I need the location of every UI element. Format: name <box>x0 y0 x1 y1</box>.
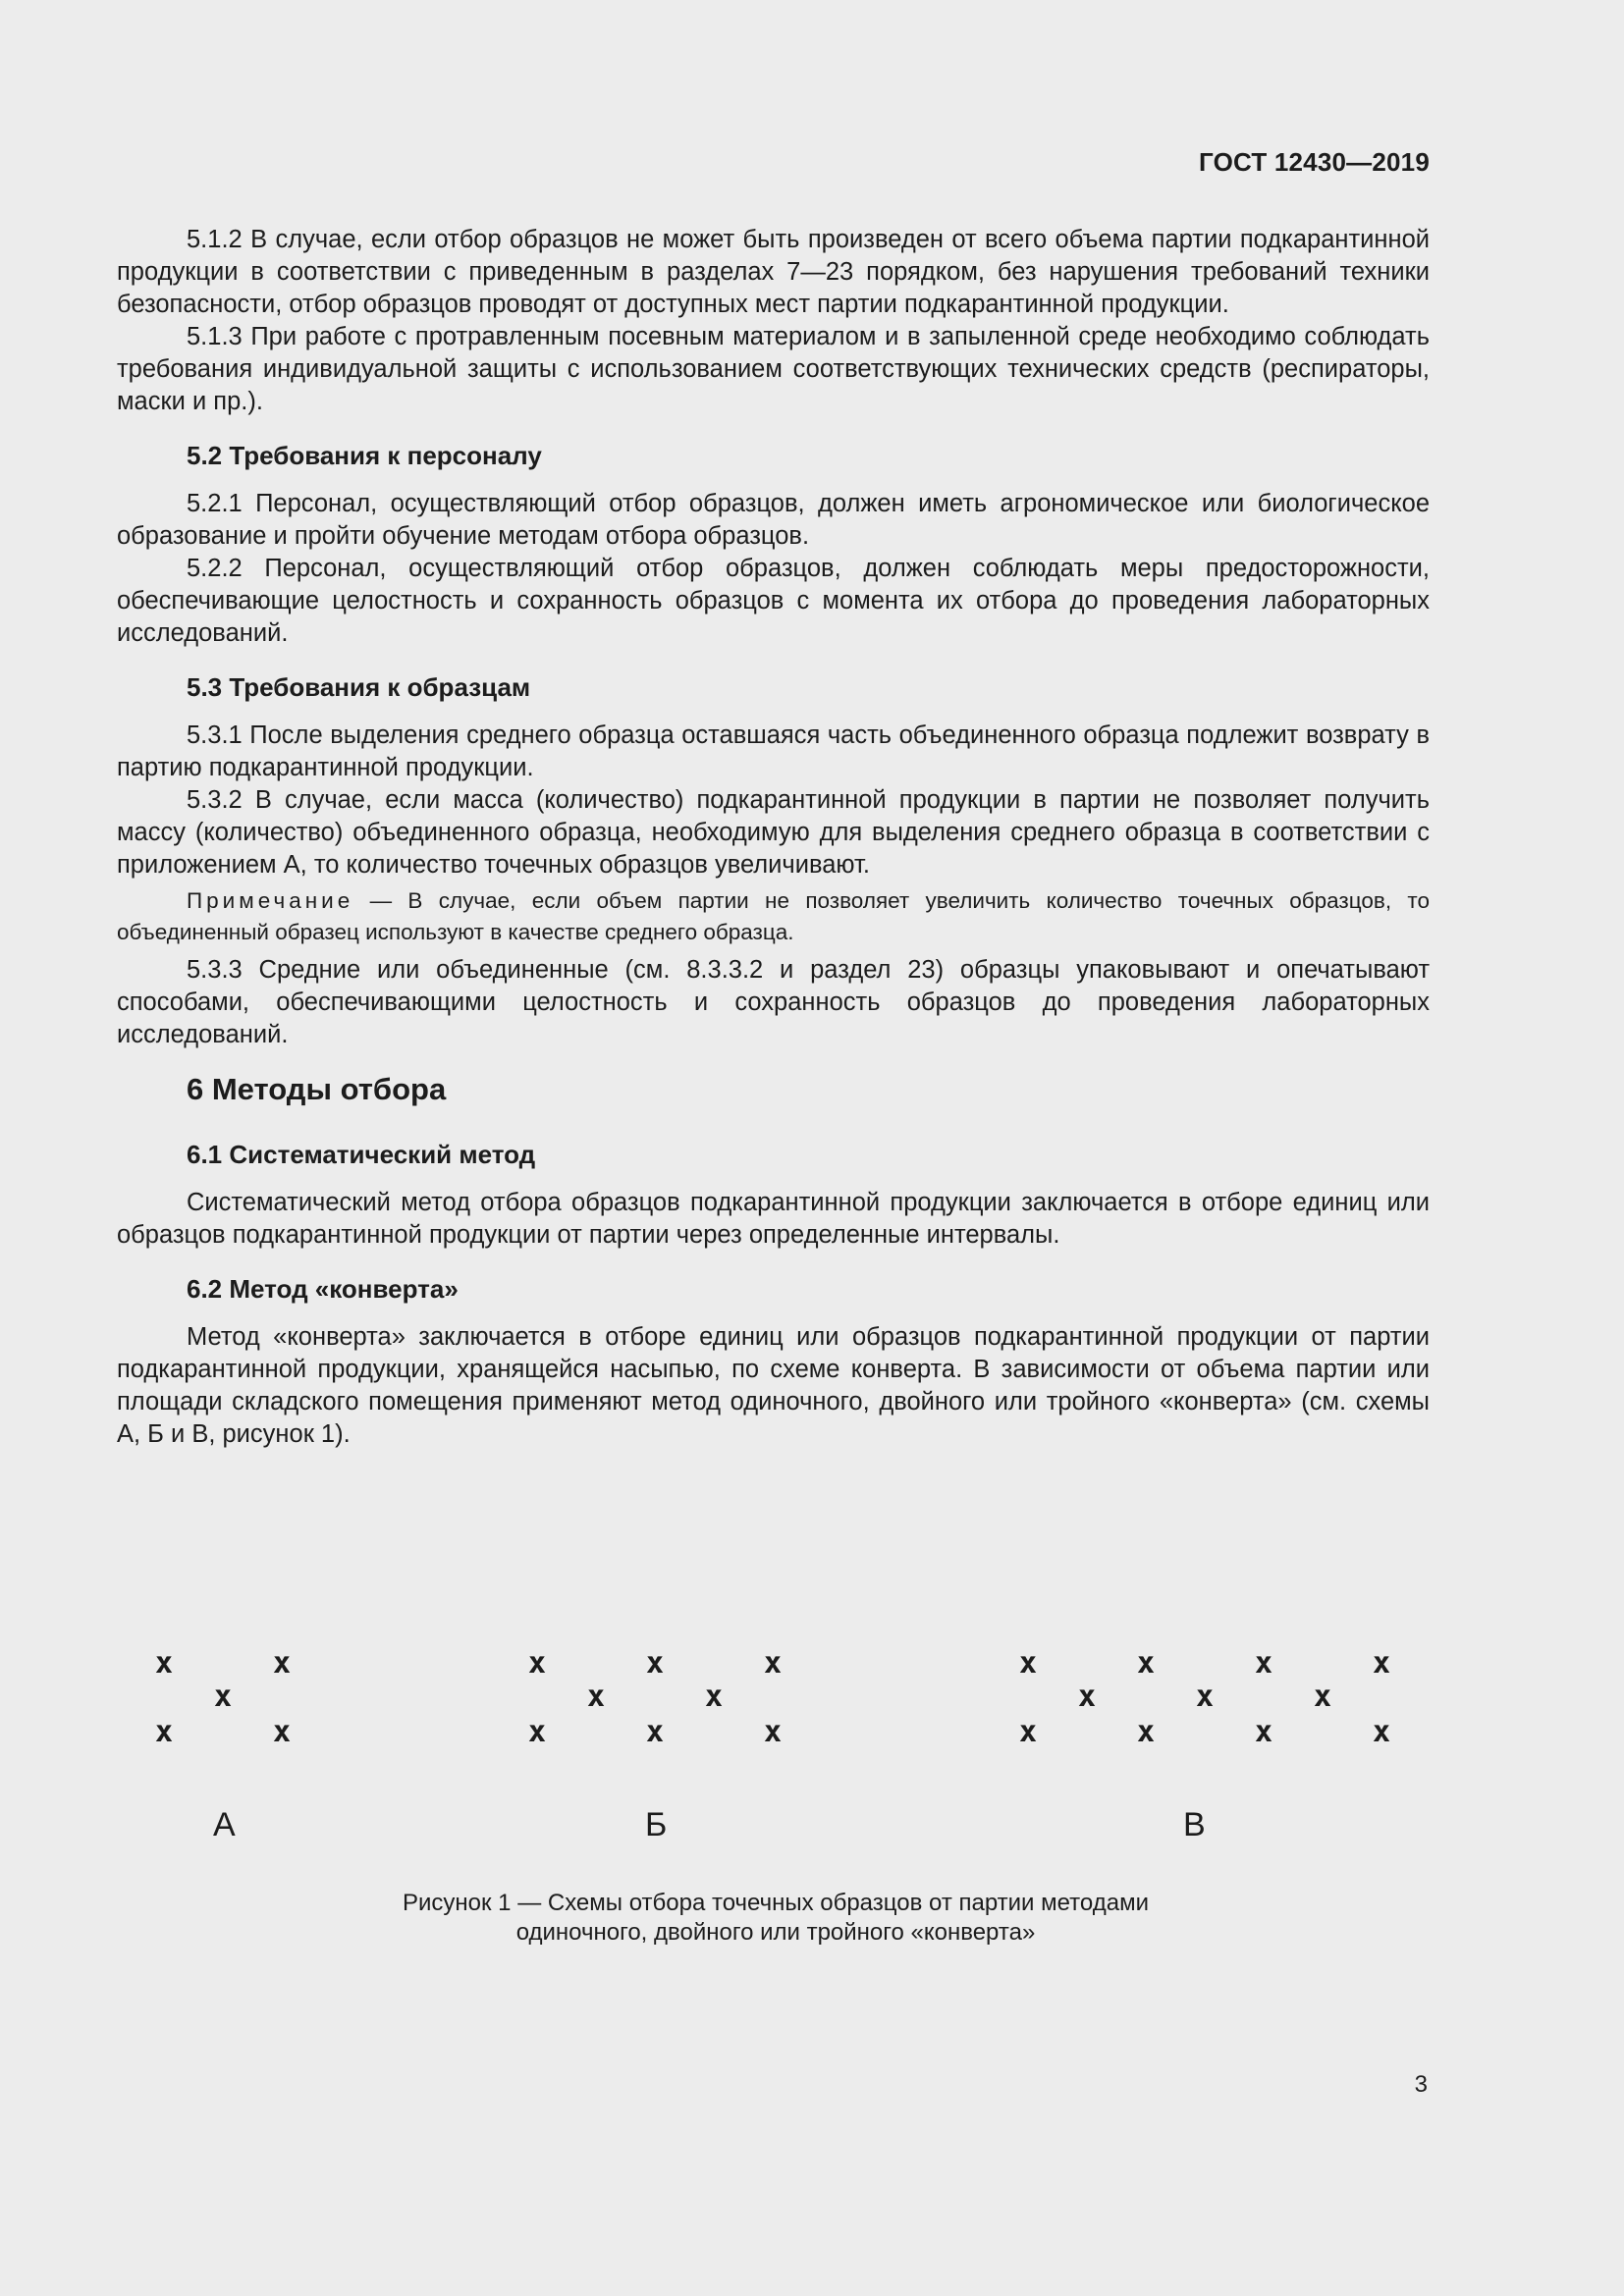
sample-point-mark: x <box>272 1646 292 1681</box>
heading-5-3: 5.3 Требования к образцам <box>187 672 531 702</box>
paragraph-5-3-3: 5.3.3 Средние или объединенные (см. 8.3.3.2 и раздел 23) образцы упаковывают и опечатывают способами, обеспечивающими целостность и сохранность образцов до проведения лабораторных исследований. <box>117 956 1430 1048</box>
sample-point-mark: x <box>1195 1680 1215 1714</box>
sample-point-mark: x <box>645 1646 665 1681</box>
sample-point-mark: x <box>527 1646 547 1681</box>
paragraph-5-2-2: 5.2.2 Персонал, осуществляющий отбор образцов, должен соблюдать меры предосторожности, обеспечивающие целостность и сохранность образцов с момента их отбора до проведения лабораторных исследований. <box>117 555 1430 647</box>
heading-6-1: 6.1 Систематический метод <box>187 1140 536 1169</box>
paragraph-6-1: Систематический метод отбора образцов подкарантинной продукции заключается в отборе единиц или образцов подкарантинной продукции от партии через определенные интервалы. <box>117 1189 1430 1249</box>
sample-point-mark: x <box>1077 1680 1097 1714</box>
sample-point-mark: x <box>704 1680 724 1714</box>
sample-point-mark: x <box>527 1715 547 1749</box>
sample-point-mark: x <box>1254 1646 1273 1681</box>
note-label: Примечание <box>187 888 354 913</box>
scheme-label-b: Б <box>645 1806 668 1843</box>
sample-point-mark: x <box>272 1715 292 1749</box>
note <box>117 885 1430 948</box>
note-text: — В случае, если объем партии не позволяет увеличить количество точечных образцов, то объединенный образец используют в качестве среднего образца. <box>117 888 1430 944</box>
page-number: 3 <box>1414 2071 1428 2098</box>
sample-point-mark: x <box>1136 1646 1156 1681</box>
paragraph-5-3-2: 5.3.2 В случае, если масса (количество) подкарантинной продукции в партии не позволяет получить массу (количество) объединенного образца, необходимую для выделения среднего образца в соответствии с приложением А, то количество точечных образцов увеличивают. <box>117 786 1430 879</box>
heading-6-2: 6.2 Метод «конверта» <box>187 1274 459 1304</box>
paragraph-5-1-2: 5.1.2 В случае, если отбор образцов не может быть произведен от всего объема партии подкарантинной продукции в соответствии с приведенным в разделах 7—23 порядком, без нарушения требований техники безопасности, отбор образцов проводят от доступных мест партии подкарантинной продукции. <box>117 226 1430 318</box>
heading-6: 6 Методы отбора <box>187 1072 447 1106</box>
page-body <box>117 224 1430 1451</box>
scheme-label-a: А <box>213 1806 236 1843</box>
sample-point-mark: x <box>1372 1715 1391 1749</box>
sample-point-mark: x <box>1313 1680 1332 1714</box>
document-code: ГОСТ 12430—2019 <box>1199 147 1430 177</box>
sample-point-mark: x <box>213 1680 233 1714</box>
sample-point-mark: x <box>154 1715 174 1749</box>
sample-point-mark: x <box>1018 1715 1038 1749</box>
paragraph-5-3-1: 5.3.1 После выделения среднего образца оставшаяся часть объединенного образца подлежит возврату в партию подкарантинной продукции. <box>117 721 1430 781</box>
sample-point-mark: x <box>645 1715 665 1749</box>
sample-point-mark: x <box>586 1680 606 1714</box>
paragraph-5-1-3: 5.1.3 При работе с протравленным посевным материалом и в запыленной среде необходимо соблюдать требования индивидуальной защиты с использованием соответствующих технических средств (респираторы, маски и пр.). <box>117 323 1430 415</box>
sample-point-mark: x <box>154 1646 174 1681</box>
sample-point-mark: x <box>763 1715 783 1749</box>
paragraph-5-2-1: 5.2.1 Персонал, осуществляющий отбор образцов, должен иметь агрономическое или биологическое образование и пройти обучение методам отбора образцов. <box>117 490 1430 550</box>
heading-5-2: 5.2 Требования к персоналу <box>187 441 542 470</box>
paragraph-6-2: Метод «конверта» заключается в отборе единиц или образцов подкарантинной продукции от партии подкарантинной продукции, хранящейся насыпью, по схеме конверта. В зависимости от объема партии или площади складского помещения применяют метод одиночного, двойного или тройного «конверта» (см. схемы А, Б и В, рисунок 1). <box>117 1323 1430 1448</box>
sample-point-mark: x <box>1372 1646 1391 1681</box>
sample-point-mark: x <box>763 1646 783 1681</box>
scheme-label-c: В <box>1183 1806 1206 1843</box>
figure-caption <box>0 1889 1551 1948</box>
sample-point-mark: x <box>1136 1715 1156 1749</box>
caption-line-1: Рисунок 1 — Схемы отбора точечных образцов от партии методами <box>403 1890 1149 1916</box>
sample-point-mark: x <box>1018 1646 1038 1681</box>
sample-point-mark: x <box>1254 1715 1273 1749</box>
caption-line-2: одиночного, двойного или тройного «конверта» <box>515 1919 1036 1946</box>
